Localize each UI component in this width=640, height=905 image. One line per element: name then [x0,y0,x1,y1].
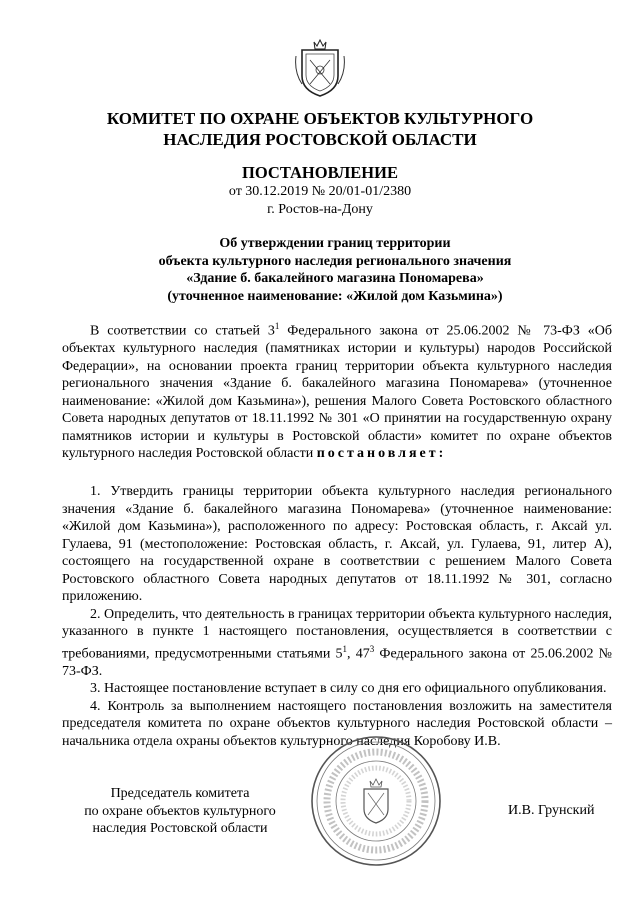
item-2 [62,606,612,681]
document-city: г. Ростов-на-Дону [267,202,373,217]
item-2-sup2: 3 [369,643,375,654]
item-3: 3. Настоящее постановление вступает в силу со дня его официального опубликования. [90,681,607,697]
signatory-position-line1: Председатель комитета [110,786,250,801]
subject-line3: «Здание б. бакалейного магазина Пономарева» [186,271,484,286]
signatory-position-line2: по охране объектов культурного [84,803,276,819]
signatory-name: И.В. Грунский [508,803,595,818]
committee-name-line1: КОМИТЕТ ПО ОХРАНЕ ОБЪЕКТОВ КУЛЬТУРНОГО [106,109,534,128]
item-2-sup1: 1 [342,643,348,654]
subject-line1: Об утверждении границ территории [219,236,451,251]
preamble-text-b: Федерального закона от 25.06.2002 № 73-ФЗ «Об объектах культурного наследия (памятниках истории и культуры) народов Российской Федерации», на основании проекта границ территории объекта культурного наследия регионального значения «Здание б. бакалейного магазина Пономарева» (уточненное наименование: «Жилой дом Казьмина»), решения Малого Совета Ростовского областного Совета народных депутатов от 18.11.1992 № 301 «О принятии на государственную охрану памятников истории и культуры в Ростовской области» комитет по охране объектов культурного наследия Ростовской области [62,323,612,462]
resolution-items [62,483,612,750]
subject-line4: (уточненное наименование: «Жилой дом Казьмина») [167,288,503,304]
item-4: 4. Контроль за выполнением настоящего постановления возложить на заместителя председателя комитета по охране объектов культурного наследия Ростовской области – начальника отдела охраны объектов культурного наследия Коробову И.В. [62,698,612,749]
document-type: ПОСТАНОВЛЕНИЕ [242,163,398,182]
item-1: 1. Утвердить границы территории объекта культурного наследия регионального значения «Здание б. бакалейного магазина Пономарева» (уточненное наименование: «Жилой дом Казьмина»), расположенного по адресу: Ростовская область, г. Аксай ул. Гулаева, 91 (местоположение: Ростовская область, г. Аксай, ул. Гулаева, 91, литер А), состоящего на государственной охране в соответствии с решением Малого Совета Ростовского областного Совета народных депутатов от 18.11.1992 № 301, согласно приложению. [62,484,612,604]
coat-of-arms-emblem [294,36,346,98]
document-meta [0,183,640,219]
item-2-text-b: , 47 [347,646,370,662]
committee-name-line2: НАСЛЕДИЯ РОСТОВСКОЙ ОБЛАСТИ [163,130,477,149]
official-seal-stamp [308,733,444,869]
preamble-text-a: В соответствии со статьей 3 [90,323,275,339]
decree-word: постановляет: [316,446,447,462]
committee-name [0,108,640,150]
signatory-position [80,785,280,838]
document-subject [150,235,520,305]
signatory-position-line3: наследия Ростовской области [92,821,268,836]
item-2-text-c: Федерального закона от 25.06.2002 № 73-ФЗ. [62,646,613,679]
item-2-text-a: 2. Определить, что деятельность в границах территории объекта культурного наследия, указанного в пункте 1 настоящего постановления, осуществляется в соответствии с требованиями, предусмотренными статьями 5 [62,606,612,662]
preamble-paragraph [62,318,612,463]
subject-line2: объекта культурного наследия регионального значения [158,253,512,269]
document-date-number: от 30.12.2019 № 20/01-01/2380 [228,184,412,199]
preamble-superscript: 1 [274,321,280,331]
